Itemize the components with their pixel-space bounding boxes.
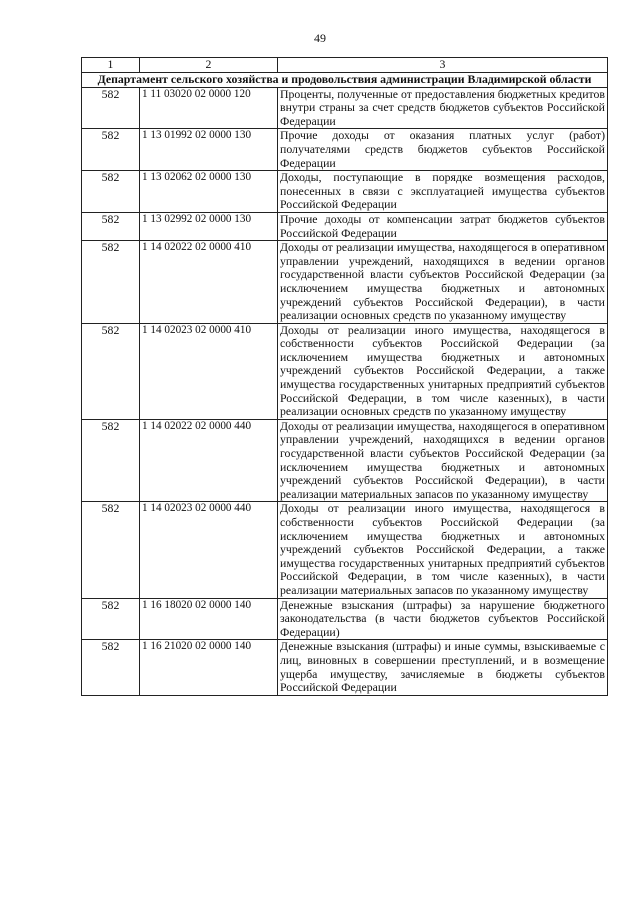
revenue-description-cell: Проценты, полученные от предоставления бюджетных кредитов внутри страны за счет средств бюджетов субъектов Российской Федерации bbox=[278, 87, 608, 129]
revenue-code-cell: 1 13 02992 02 0000 130 bbox=[140, 212, 278, 240]
table-header-row bbox=[82, 58, 608, 73]
admin-code-cell: 582 bbox=[82, 212, 140, 240]
admin-code-cell: 582 bbox=[82, 640, 140, 695]
admin-code-cell: 582 bbox=[82, 323, 140, 419]
revenue-code-cell: 1 16 18020 02 0000 140 bbox=[140, 598, 278, 640]
revenue-description-cell: Прочие доходы от оказания платных услуг (работ) получателями средств бюджетов субъектов Российской Федерации bbox=[278, 129, 608, 171]
admin-code-cell: 582 bbox=[82, 419, 140, 502]
revenue-code-cell: 1 13 02062 02 0000 130 bbox=[140, 171, 278, 213]
revenue-code-cell: 1 14 02022 02 0000 410 bbox=[140, 241, 278, 324]
revenue-description-cell: Доходы от реализации иного имущества, находящегося в собственности субъектов Российской Федерации (за исключением имущества бюджетных и автономных учреждений субъектов Российской Федерации, а также имущества государственных унитарных предприятий субъектов Российской Федерации, в том числе казенных), в части реализации основных средств по указанному имуществу bbox=[278, 323, 608, 419]
revenue-code-cell: 1 14 02023 02 0000 440 bbox=[140, 502, 278, 598]
table-row bbox=[82, 129, 608, 171]
revenue-description-cell: Денежные взыскания (штрафы) за нарушение бюджетного законодательства (в части бюджетов субъектов Российской Федерации) bbox=[278, 598, 608, 640]
revenue-code-cell: 1 13 01992 02 0000 130 bbox=[140, 129, 278, 171]
revenue-description-cell: Доходы от реализации иного имущества, находящегося в собственности субъектов Российской Федерации (за исключением имущества бюджетных и автономных учреждений субъектов Российской Федерации, а также имущества государственных унитарных предприятий субъектов Российской Федерации, в том числе казенных), в части реализации материальных запасов по указанному имуществу bbox=[278, 502, 608, 598]
admin-code-cell: 582 bbox=[82, 598, 140, 640]
revenue-description-cell: Доходы от реализации имущества, находящегося в оперативном управлении учреждений, находящихся в ведении органов государственной власти субъектов Российской Федерации (за исключением имущества бюджетных и автономных учреждений субъектов Российской Федерации), в части реализации основных средств по указанному имуществу bbox=[278, 241, 608, 324]
revenue-description-cell: Прочие доходы от компенсации затрат бюджетов субъектов Российской Федерации bbox=[278, 212, 608, 240]
revenue-code-cell: 1 14 02022 02 0000 440 bbox=[140, 419, 278, 502]
department-title: Департамент сельского хозяйства и продовольствия администрации Владимирской области bbox=[82, 73, 608, 88]
table-row bbox=[82, 502, 608, 598]
revenue-code-cell: 1 14 02023 02 0000 410 bbox=[140, 323, 278, 419]
department-row bbox=[82, 73, 608, 88]
revenue-description-cell: Доходы от реализации имущества, находящегося в оперативном управлении учреждений, находящихся в ведении органов государственной власти субъектов Российской Федерации (за исключением имущества бюджетных и автономных учреждений субъектов Российской Федерации), в части реализации материальных запасов по указанному имуществу bbox=[278, 419, 608, 502]
admin-code-cell: 582 bbox=[82, 87, 140, 129]
admin-code-cell: 582 bbox=[82, 502, 140, 598]
column-header-2: 2 bbox=[140, 58, 278, 73]
revenue-description-cell: Доходы, поступающие в порядке возмещения расходов, понесенных в связи с эксплуатацией имущества субъектов Российской Федерации bbox=[278, 171, 608, 213]
table-row bbox=[82, 171, 608, 213]
table-row bbox=[82, 598, 608, 640]
column-header-1: 1 bbox=[82, 58, 140, 73]
table-row bbox=[82, 87, 608, 129]
admin-code-cell: 582 bbox=[82, 129, 140, 171]
revenue-description-cell: Денежные взыскания (штрафы) и иные суммы, взыскиваемые с лиц, виновных в совершении преступлений, и в возмещение ущерба имуществу, зачисляемые в бюджеты субъектов Российской Федерации bbox=[278, 640, 608, 695]
revenue-code-cell: 1 11 03020 02 0000 120 bbox=[140, 87, 278, 129]
table-row bbox=[82, 640, 608, 695]
table-row bbox=[82, 323, 608, 419]
admin-code-cell: 582 bbox=[82, 171, 140, 213]
table-row bbox=[82, 212, 608, 240]
revenue-codes-table bbox=[81, 57, 608, 696]
page-number: 49 bbox=[314, 31, 326, 45]
revenue-code-cell: 1 16 21020 02 0000 140 bbox=[140, 640, 278, 695]
admin-code-cell: 582 bbox=[82, 241, 140, 324]
table-row bbox=[82, 419, 608, 502]
column-header-3: 3 bbox=[278, 58, 608, 73]
table-row bbox=[82, 241, 608, 324]
